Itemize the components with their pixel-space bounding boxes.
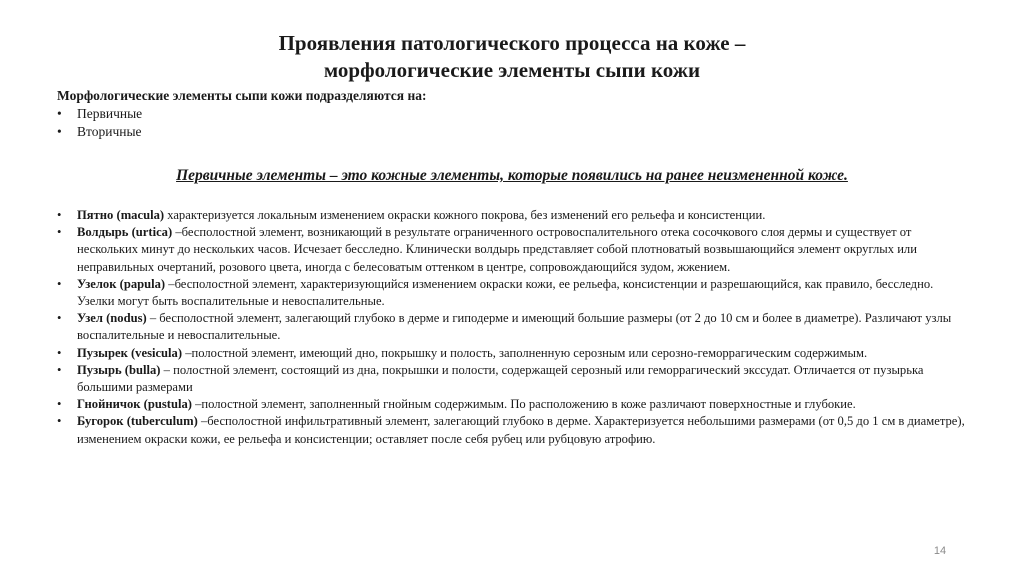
definition-term: Пузырек (vesicula) xyxy=(77,345,183,360)
definition-item xyxy=(57,396,969,413)
bullet-icon: • xyxy=(57,225,62,240)
slide-title xyxy=(0,30,1024,84)
definition-item xyxy=(57,345,969,362)
definition-item xyxy=(57,224,969,276)
definition-text: характеризуется локальным изменением окраски кожного покрова, без изменений его рельефа и консистенции. xyxy=(164,208,766,222)
bullet-icon: • xyxy=(57,311,62,326)
definition-term: Волдырь (urtica) xyxy=(77,225,173,240)
bullet-icon: • xyxy=(57,106,62,121)
definition-term: Бугорок (tuberculum) xyxy=(77,414,198,429)
definition-item xyxy=(57,276,969,310)
definition-text: –бесполостной инфильтративный элемент, залегающий глубоко в дерме. Характеризуется небольшими размерами (от 0,5 до 1 см в диаметре), изменением окраски кожи, ее рельефа и консистенции; оставляет после себя рубец или рубцовую атрофию. xyxy=(77,414,965,446)
intro-item-text: Вторичные xyxy=(77,124,142,139)
definition-text: –полостной элемент, имеющий дно, покрышку и полость, заполненную серозным или серозно-геморрагическим содержимым. xyxy=(182,345,868,360)
slide-title-line-1: Проявления патологического процесса на коже – xyxy=(278,31,746,55)
definition-text: –бесполостной элемент, возникающий в результате ограниченного островоспалительного отека сосочкового слоя дермы и существует от нескольких минут до нескольких часов. Исчезает бесследно. Клинически волдырь представляет собой плотноватый возвышающийся элемент округлых или неправильных очертаний, розового цвета, иногда с белесоватым оттенком в центре, сопровождающийся зудом, жжением. xyxy=(77,225,917,274)
definition-text: – бесполостной элемент, залегающий глубоко в дерме и гиподерме и имеющий большие размеры (от 2 до 10 см и более в диаметре). Различают узлы воспалительные и невоспалительные. xyxy=(77,311,952,343)
bullet-icon: • xyxy=(57,414,62,429)
bullet-icon: • xyxy=(57,208,62,222)
definition-term: Пятно (macula) xyxy=(77,208,165,222)
definitions-list xyxy=(57,207,969,448)
definition-term: Пузырь (bulla) xyxy=(77,362,161,377)
definition-item xyxy=(57,413,969,447)
definition-term: Узелок (papula) xyxy=(77,276,166,291)
definition-item xyxy=(57,362,969,396)
definition-item xyxy=(57,310,969,344)
definition-term: Узел (nodus) xyxy=(77,311,147,326)
bullet-icon: • xyxy=(57,397,62,412)
intro-item xyxy=(57,123,957,141)
definition-term: Гнойничок (pustula) xyxy=(77,397,192,412)
definition-text: –бесполостной элемент, характеризующийся изменением окраски кожи, ее рельефа, консистенции и разрешающийся, как правило, бесследно. Узелки могут быть воспалительные и невоспалительные. xyxy=(77,276,934,309)
slide-title-line-2: морфологические элементы сыпи кожи xyxy=(323,58,701,82)
definition-item xyxy=(57,207,969,224)
bullet-icon: • xyxy=(57,124,62,139)
intro-block xyxy=(57,87,957,141)
intro-lead: Морфологические элементы сыпи кожи подразделяются на: xyxy=(57,88,427,103)
definition-text: –полостной элемент, заполненный гнойным содержимым. По расположению в коже различают поверхностные и глубокие. xyxy=(191,397,856,412)
definition-text: – полостной элемент, состоящий из дна, покрышки и полости, содержащей серозный или геморрагический экссудат. Отличается от пузырька большими размерами xyxy=(77,362,924,395)
bullet-icon: • xyxy=(57,345,62,360)
intro-item xyxy=(57,105,957,123)
bullet-icon: • xyxy=(57,276,62,291)
bullet-icon: • xyxy=(57,362,62,377)
page-number: 14 xyxy=(933,545,947,557)
intro-item-text: Первичные xyxy=(77,106,143,121)
section-subtitle: Первичные элементы – это кожные элементы, которые появились на ранее неизмененной коже. xyxy=(176,167,848,184)
